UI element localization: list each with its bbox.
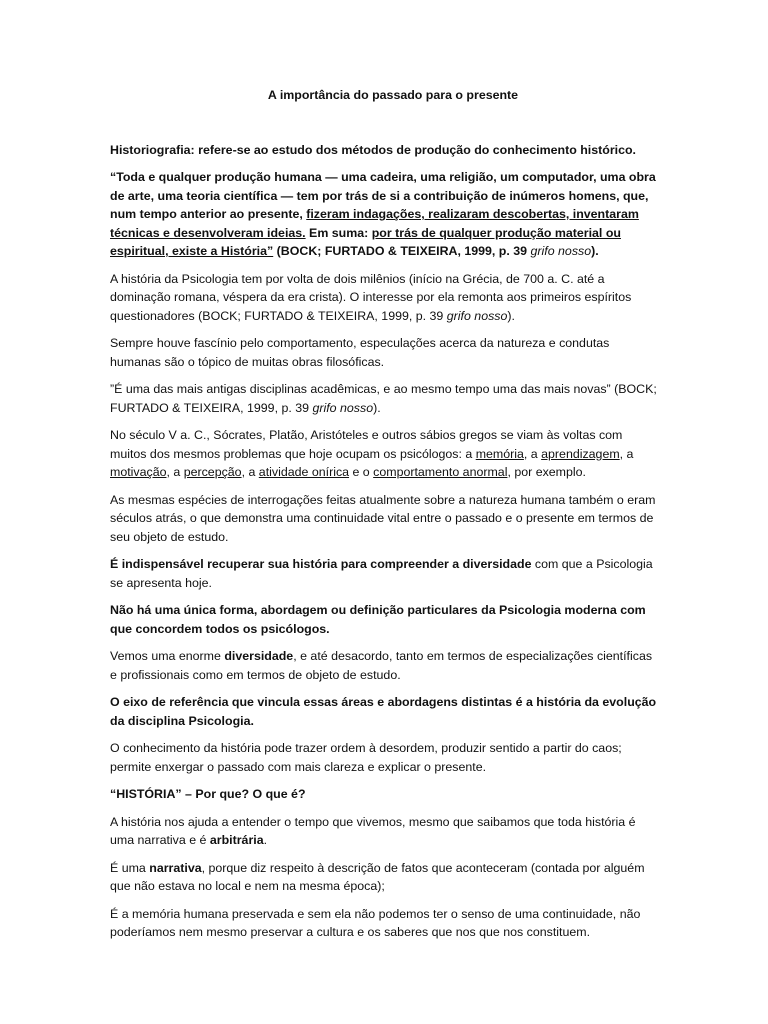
paragraph-text: , porque diz respeito à descrição de fatos que aconteceram (contada por alguém que não estava no local e nem na mesma época); (110, 860, 645, 893)
paragraph-narrativa (110, 859, 660, 896)
paragraph-seculo-v (110, 426, 660, 482)
bold-text: É indispensável recuperar sua história para compreender a diversidade (110, 557, 532, 571)
quote-text: Em suma: (305, 225, 372, 240)
italic-grifo: grifo nosso (530, 244, 592, 258)
bold-term: diversidade (224, 649, 294, 663)
underlined-term: memória (475, 446, 524, 461)
citation-end: ). (373, 400, 381, 415)
italic-grifo: grifo nosso (312, 400, 374, 415)
underlined-phrase: por trás de qualquer produção material ou espiritual, existe a História” (110, 225, 621, 258)
page-title: A importância do passado para o presente (267, 88, 519, 102)
paragraph-quote-producao-humana (110, 168, 660, 261)
separator-text: , a (619, 446, 634, 461)
paragraph-text: , e até desacordo, tanto em termos de especializações científicas e profissionais como em termos de objeto de estudo. (110, 649, 653, 682)
paragraph-text: . (263, 833, 268, 847)
paragraph-text: ”É uma das mais antigas disciplinas acadêmicas, e ao mesmo tempo uma das mais novas” (BOCK; FURTADO & TEIXEIRA, 1999, p. 39 (110, 382, 657, 415)
separator-text: , a (166, 465, 184, 479)
paragraph-text: No século V a. C., Sócrates, Platão, Aristóteles e outros sábios gregos se viam às voltas com muitos dos mesmos problemas que hoje ocupam os psicólogos: a (110, 428, 623, 461)
separator-text: , por exemplo. (507, 465, 586, 479)
quote-text: “Toda e qualquer produção humana — uma cadeira, uma religião, um computador, uma obra de arte, uma teoria científica — tem por trás de si a contribuição de inúmeros homens, que, num tempo anterior ao presente, (110, 170, 656, 221)
separator-text: , a (241, 465, 259, 479)
underlined-term: motivação (110, 465, 167, 479)
document-body (110, 86, 660, 951)
italic-grifo: grifo nosso (446, 308, 508, 323)
underlined-term: percepção (183, 465, 242, 479)
bold-term: narrativa (149, 860, 202, 875)
paragraph-nao-ha-unica-forma: Não há uma única forma, abordagem ou definição particulares da Psicologia moderna com que concordem todos os psicólogos. (110, 603, 646, 636)
paragraph-interrogacoes: As mesmas espécies de interrogações feitas atualmente sobre a natureza humana também o eram séculos atrás, o que demonstra uma continuidade vital entre o passado e o presente em termos de seu objeto de estudo. (110, 492, 656, 544)
separator-text: , a (523, 446, 542, 461)
underlined-term: aprendizagem (541, 446, 620, 461)
paragraph-disciplinas-antigas (110, 380, 660, 417)
paragraph-text: A história nos ajuda a entender o tempo que vivemos, mesmo que saibamos que toda história é uma narrativa e é (110, 814, 636, 847)
paragraph-memoria-humana: É a memória humana preservada e sem ela não podemos ter o senso de uma continuidade, não poderíamos nem mesmo preservar a cultura e os saberes que nos que nos constituem. (110, 906, 641, 939)
separator-text: e o (349, 465, 374, 479)
paragraph-historia-psicologia (110, 270, 660, 326)
underlined-term: atividade onírica (258, 465, 350, 479)
paragraph-conhecimento-historia: O conhecimento da história pode trazer ordem à desordem, produzir sentido a partir do caos; permite enxergar o passado com mais clareza e explicar o presente. (110, 741, 622, 774)
citation-end: ). (591, 244, 599, 258)
paragraph-historia-ajuda (110, 813, 660, 850)
paragraph-historiografia: Historiografia: refere-se ao estudo dos métodos de produção do conhecimento histórico. (110, 142, 636, 157)
paragraph-eixo-referencia: O eixo de referência que vincula essas áreas e abordagens distintas é a história da evolução da disciplina Psicologia. (110, 695, 657, 728)
paragraph-text: A história da Psicologia tem por volta de dois milênios (início na Grécia, de 700 a. C. até a dominação romana, véspera da era crista). O interesse por ela remonta aos primeiros espíritos questionadores (BOCK; FURTADO & TEIXEIRA, 1999, p. 39 (110, 271, 632, 323)
section-heading-historia: “HISTÓRIA” – Por que? O que é? (110, 787, 306, 801)
citation-text: (BOCK; FURTADO & TEIXEIRA, 1999, p. 39 (273, 244, 531, 258)
underlined-term: comportamento anormal (373, 465, 508, 479)
paragraph-diversidade (110, 647, 660, 684)
underlined-phrase: fizeram indagações, realizaram descobertas, inventaram técnicas e desenvolveram ideias. (110, 207, 639, 240)
bold-term: arbitrária (209, 833, 264, 847)
paragraph-text: com que a Psicologia se apresenta hoje. (110, 557, 653, 590)
citation-end: ). (507, 308, 515, 323)
paragraph-fascinio: Sempre houve fascínio pelo comportamento, especulações acerca da natureza e condutas humanas são o tópico de muitas obras filosóficas. (110, 336, 610, 369)
paragraph-text: É uma (110, 860, 150, 875)
paragraph-indispensavel (110, 555, 660, 592)
paragraph-text: Vemos uma enorme (110, 649, 225, 663)
